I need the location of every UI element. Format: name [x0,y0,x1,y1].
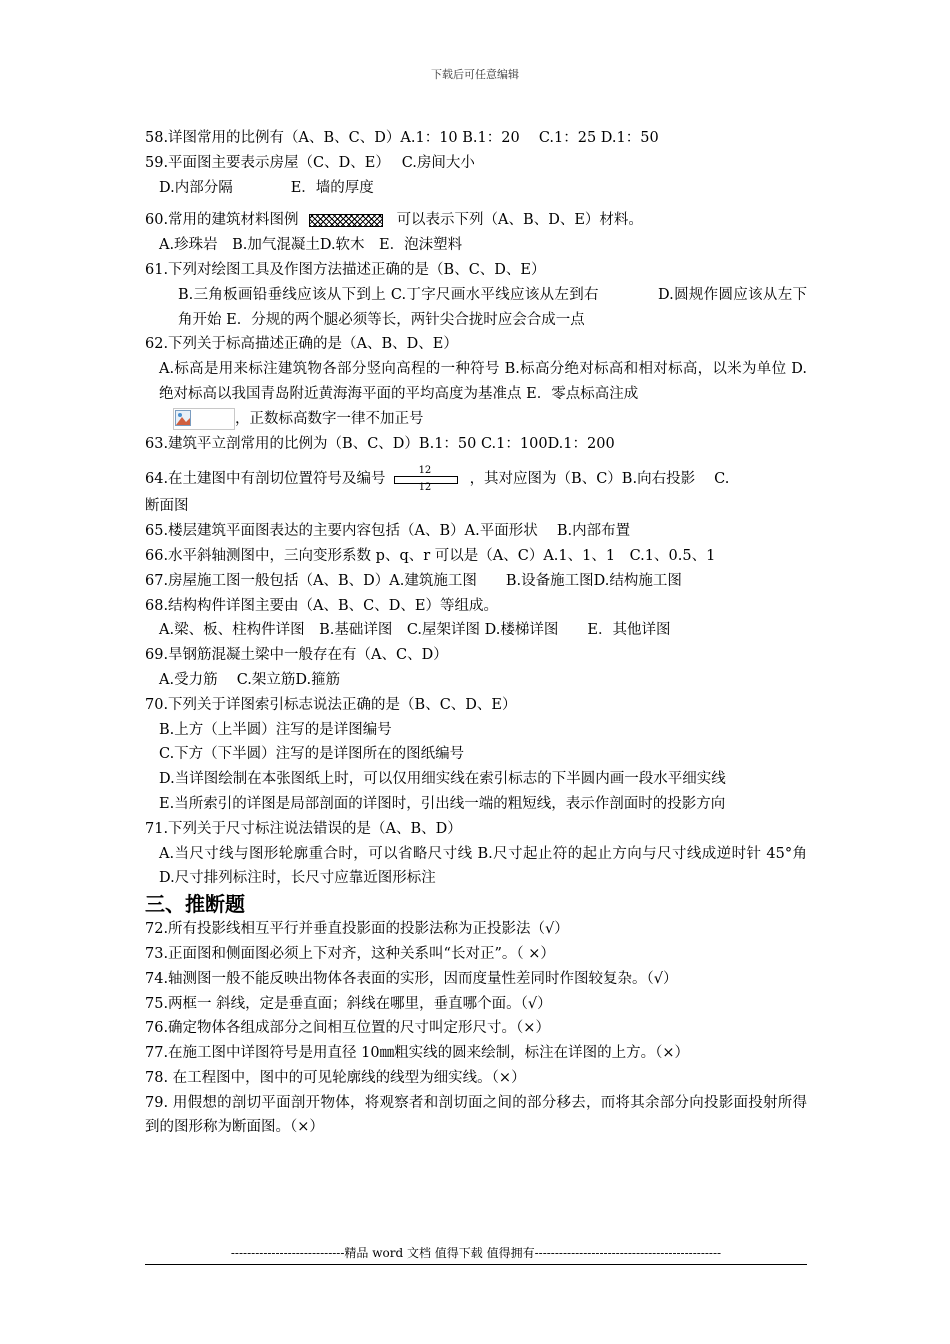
question-60-text-a: 60.常用的建筑材料图例 [145,212,299,229]
question-70-option-c: C.下方（下半圆）注写的是详图所在的图纸编号 [159,746,465,763]
question-69-options: A.受力筋 C.架立筋D.箍筋 [159,671,341,688]
footer-text: ----------------------------精品 word 文档 值得下载 值得拥有---------------------------------------------- [230,1246,722,1260]
page-header: 下载后可任意编辑 [431,68,519,81]
question-70: 70.下列关于详图索引标志说法正确的是（B、C、D、E） [145,696,517,713]
question-59-options: D.内部分隔 E．墙的厚度 [159,179,374,196]
question-60-options: A.珍珠岩 B.加气混凝土D.软木 E．泡沫塑料 [159,237,463,254]
question-63: 63.建筑平立剖常用的比例为（B、C、D）B.1：50 C.1：100D.1：200 [145,435,615,452]
question-68: 68.结构构件详图主要由（A、B、C、D、E）等组成。 [145,597,498,614]
question-60-text-b: 可以表示下列（A、B、D、E）材料。 [396,212,643,229]
question-62-options: A.标高是用来标注建筑物各部分竖向高程的一种符号 B.标高分绝对标高和相对标高，以米为单位 D.绝对标高以我国青岛附近黄海海平面的平均高度为基准点 E．零点标高注成 [159,361,807,402]
question-67: 67.房屋施工图一般包括（A、B、D）A.建筑施工图 B.设备施工图D.结构施工图 [145,572,682,589]
question-64 [145,464,807,494]
question-74: 74.轴测图一般不能反映出物体各表面的实形，因而度量性差同时作图较复杂。（√） [145,970,678,987]
question-79: 79. 用假想的剖切平面剖开物体，将观察者和剖切面之间的部分移去，而将其余部分向投影面投射所得到的图形称为断面图。（×） [145,1094,807,1136]
question-78: 78. 在工程图中，图中的可见轮廓线的线型为细实线。（×） [145,1069,526,1086]
question-72: 72.所有投影线相互平行并垂直投影面的投影法称为正投影法（√） [145,921,569,938]
question-64-continued: 断面图 [145,498,189,515]
question-73: 73.正面图和侧面图必须上下对齐，这种关系叫“长对正”。（ ×） [145,945,555,962]
question-70-option-d: D.当详图绘制在本张图纸上时，可以仅用细实线在索引标志的下半圆内画一段水平细实线 [159,771,726,788]
material-hatch-legend-image [309,214,383,227]
question-66: 66.水平斜轴测图中，三向变形系数 p、q、r 可以是（A、C）A.1、1、1 C.1、0.5、1 [145,547,716,564]
broken-image-icon [173,408,235,430]
question-64-text-b: ，其对应图为（B、C）B.向右投影 C. [469,471,730,488]
question-61: 61.下列对绘图工具及作图方法描述正确的是（B、C、D、E） [145,261,546,278]
question-60 [145,208,807,233]
question-64-text-a: 64.在土建图中有剖切位置符号及编号 [145,471,386,488]
question-62-continued [145,407,807,432]
question-58: 58.详图常用的比例有（A、B、C、D）A.1：10 B.1：20 C.1：25 D.1：50 [145,130,659,146]
question-75: 75.两框一 斜线，定是垂直面；斜线在哪里，垂直哪个面。（√） [145,995,552,1012]
section-cut-symbol-image [394,466,458,492]
section-number-bottom: 12 [418,482,432,494]
question-69: 69.旱钢筋混凝土梁中一般存在有（A、C、D） [145,647,448,664]
section-heading: 三、推断题 [145,892,245,917]
question-71: 71.下列关于尺寸标注说法错误的是（A、B、D） [145,820,462,837]
question-76: 76.确定物体各组成部分之间相互位置的尺寸叫定形尺寸。（×） [145,1020,550,1037]
page-footer [145,1244,807,1265]
question-61-options: B.三角板画铅垂线应该从下到上 C.丁字尺画水平线应该从左到右 D.圆规作圆应该从左下角开始 E．分规的两个腿必须等长，两针尖合拢时应会合成一点 [178,286,807,328]
question-70-option-e: E.当所索引的详图是局部剖面的详图时，引出线一端的粗短线，表示作剖面时的投影方向 [159,795,726,812]
question-59: 59.平面图主要表示房屋（C、D、E） C.房间大小 [145,154,475,171]
question-65: 65.楼层建筑平面图表达的主要内容包括（A、B）A.平面形状 B.内部布置 [145,523,631,540]
document-body [145,126,807,1140]
question-77: 77.在施工图中详图符号是用直径 10㎜粗实线的圆来绘制，标注在详图的上方。（×） [145,1045,690,1062]
question-62-text-c: ，正数标高数字一律不加正号 [235,410,424,427]
section-number-top: 12 [418,465,432,477]
question-71-options: A.当尺寸线与图形轮廓重合时，可以省略尺寸线 B.尺寸起止符的起止方向与尺寸线成逆时针 45°角 D.尺寸排列标注时，长尺寸应靠近图形标注 [159,845,807,887]
image-placeholder-icon [175,410,191,426]
question-70-option-b: B.上方（上半圆）注写的是详图编号 [159,721,392,738]
question-62: 62.下列关于标高描述正确的是（A、B、D、E） [145,336,458,353]
question-68-options: A.梁、板、柱构件详图 B.基础详图 C.屋架详图 D.楼梯详图 E．其他详图 [159,622,671,639]
